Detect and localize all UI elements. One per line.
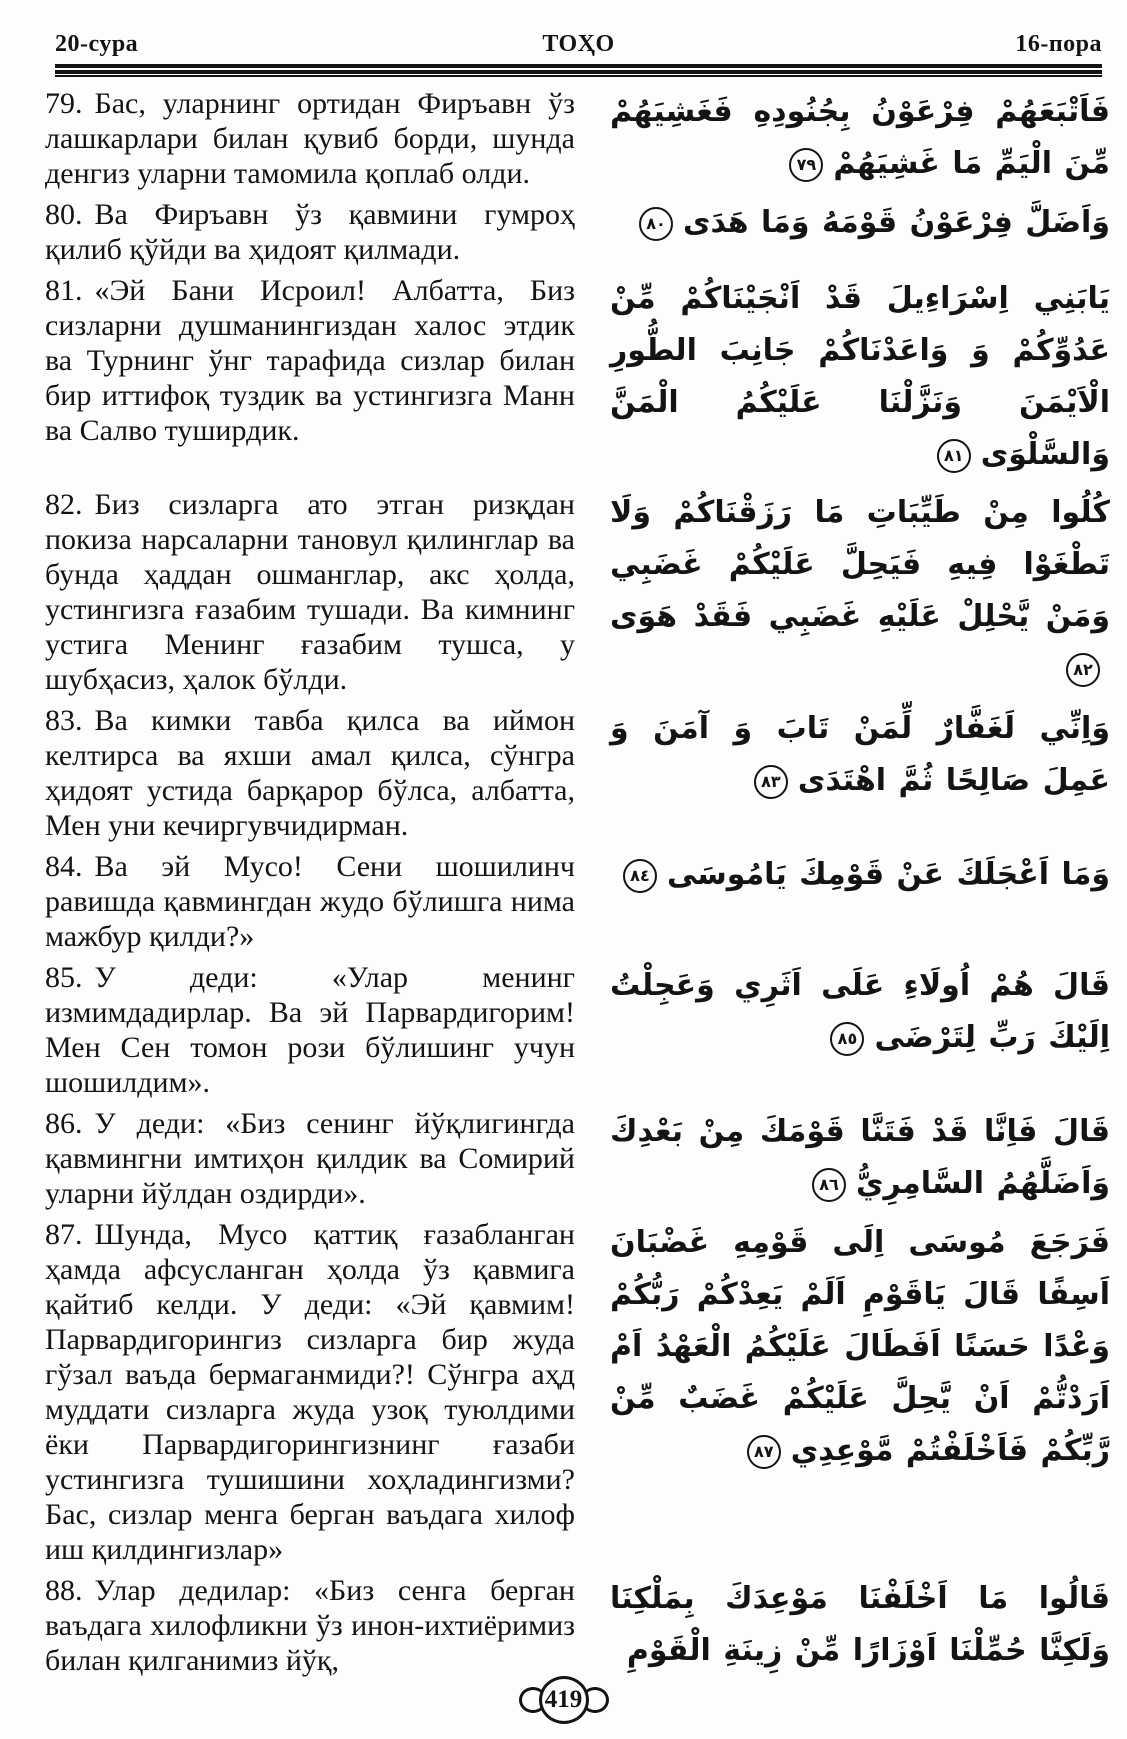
verse-number: 86.	[45, 1107, 83, 1140]
uzbek-verse-paragraph	[45, 197, 575, 267]
uzbek-verse-paragraph	[45, 960, 575, 1100]
verse-number: 84.	[45, 850, 83, 883]
arabic-verse-text: قَالَ هُمْ اُولَاءِ عَلَى اَثَرِي وَعَجِلْتُ اِلَيْكَ رَبِّ لِتَرْضَى	[610, 968, 1110, 1055]
arabic-verse-text: وَمَا اَعْجَلَكَ عَنْ قَوْمِكَ يَامُوسَى	[666, 857, 1110, 892]
verse-row	[45, 960, 1110, 1100]
verse-end-marker: ٨٦	[812, 1168, 846, 1202]
arabic-verse-paragraph	[610, 960, 1110, 1064]
verse-number: 85.	[45, 961, 83, 994]
header-divider	[55, 64, 1102, 77]
verse-number: 88.	[45, 1574, 83, 1607]
header-sura-title: ТОҲО	[542, 31, 615, 57]
arabic-verse-text: قَالُوا مَا اَخْلَفْنَا مَوْعِدَكَ بِمَلْكِنَا وَلَكِنَّا حُمِّلْنَا اَوْزَارًا مِّنْ زِينَةِ الْقَوْمِ	[610, 1581, 1110, 1668]
verse-number: 83.	[45, 704, 83, 737]
arabic-verse-text: كُلُوا مِنْ طَيِّبَاتِ مَا رَزَقْنَاكُمْ وَلَا تَطْغَوْا فِيهِ فَيَحِلَّ عَلَيْكُمْ غَضَبِي وَمَنْ يَّحْلِلْ عَلَيْهِ غَضَبِي فَقَدْ هَوَى	[610, 495, 1110, 634]
header-para-number: 16-пора	[1015, 31, 1102, 57]
verse-row	[45, 86, 1110, 191]
verse-end-marker: ٨٥	[830, 1022, 864, 1056]
uzbek-verse-text: Улар дедилар: «Биз сенга берган ваъдага хилофликни ўз инон-ихтиёримиз билан қилганимиз йўқ,	[45, 1574, 575, 1677]
uzbek-verse-paragraph	[45, 703, 575, 843]
verse-end-marker: ٨٤	[623, 859, 657, 893]
verse-end-marker: ٨٢	[1066, 653, 1100, 687]
arabic-verse-text: فَرَجَعَ مُوسَى اِلَى قَوْمِهِ غَضْبَانَ اَسِفًا قَالَ يَاقَوْمِ اَلَمْ يَعِدْكُمْ رَبُّكُمْ وَعْدًا حَسَنًا اَفَطَالَ عَلَيْكُمُ الْعَهْدُ اَمْ اَرَدْتُّمْ اَنْ يَّحِلَّ عَلَيْكُمْ غَضَبٌ مِّنْ رَّبِّكُمْ فَاَخْلَفْتُمْ مَّوْعِدِي	[610, 1225, 1110, 1468]
arabic-verse-paragraph	[610, 703, 1110, 807]
verse-row	[45, 1217, 1110, 1567]
page-number: 419	[539, 1676, 589, 1724]
verse-end-marker: ٨٣	[754, 765, 788, 799]
uzbek-verse-text: У деди: «Биз сенинг йўқлигингда қавмингни имтиҳон қилдик ва Сомирий уларни йўлдан оздирди».	[45, 1107, 575, 1210]
arabic-verse-paragraph	[610, 1217, 1110, 1477]
arabic-verse-paragraph	[610, 273, 1110, 481]
uzbek-verse-text: Ва Фиръавн ўз қавмини гумроҳ қилиб қўйди ва ҳидоят қилмади.	[45, 198, 575, 266]
uzbek-verse-text: Бас, уларнинг ортидан Фиръавн ўз лашкарлари билан қувиб борди, шунда денгиз уларни тамомила қоплаб олди.	[45, 87, 575, 190]
uzbek-verse-paragraph	[45, 1217, 575, 1567]
verses-container	[45, 86, 1110, 1684]
page-number-badge	[519, 1676, 609, 1724]
header-sura-number: 20-сура	[55, 31, 139, 57]
verse-row	[45, 1573, 1110, 1678]
arabic-verse-text: فَاَتْبَعَهُمْ فِرْعَوْنُ بِجُنُودِهِ فَغَشِيَهُمْ مِّنَ الْيَمِّ مَا غَشِيَهُمْ	[610, 94, 1110, 181]
verse-number: 81.	[45, 274, 83, 307]
verse-row	[45, 273, 1110, 481]
verse-row	[45, 1106, 1110, 1211]
uzbek-verse-text: Ва кимки тавба қилса ва иймон келтирса ва яхши амал қилса, сўнгра ҳидоят устида барқарор бўлса, албатта, Мен уни кечиргувчидирман.	[45, 704, 575, 842]
arabic-verse-paragraph	[610, 487, 1110, 695]
uzbek-verse-text: У деди: «Улар менинг измимдадирлар. Ва эй Парвардигорим! Мен Сен томон рози бўлишинг учун шошилдим».	[45, 961, 575, 1099]
verse-number: 79.	[45, 87, 83, 120]
verse-number: 80.	[45, 198, 83, 231]
arabic-verse-paragraph	[610, 197, 1110, 249]
verse-row	[45, 487, 1110, 697]
arabic-verse-paragraph	[610, 849, 1110, 901]
uzbek-verse-text: Ва эй Мусо! Сени шошилинч равишда қавмингдан жудо бўлишга нима мажбур қилди?»	[45, 850, 575, 953]
verse-row	[45, 849, 1110, 954]
uzbek-verse-paragraph	[45, 1106, 575, 1211]
uzbek-verse-paragraph	[45, 273, 575, 448]
verse-row	[45, 703, 1110, 843]
verse-row	[45, 197, 1110, 267]
arabic-verse-text: قَالَ فَاِنَّا قَدْ فَتَنَّا قَوْمَكَ مِنْ بَعْدِكَ وَاَضَلَّهُمُ السَّامِرِيُّ	[610, 1114, 1110, 1201]
verse-end-marker: ٨١	[937, 439, 971, 473]
uzbek-verse-paragraph	[45, 1573, 575, 1678]
arabic-verse-text: وَاِنِّي لَغَفَّارٌ لِّمَنْ تَابَ وَ آمَنَ وَ عَمِلَ صَالِحًا ثُمَّ اهْتَدَى	[610, 711, 1110, 798]
uzbek-verse-paragraph	[45, 487, 575, 697]
arabic-verse-paragraph	[610, 1573, 1110, 1677]
verse-number: 87.	[45, 1218, 83, 1251]
uzbek-verse-paragraph	[45, 86, 575, 191]
arabic-verse-paragraph	[610, 86, 1110, 190]
uzbek-verse-text: «Эй Бани Исроил! Албатта, Биз сизларни душманингиздан халос этдик ва Турнинг ўнг тарафида сизлар билан бир иттифоқ туздик ва устингизга Манн ва Салво туширдик.	[45, 274, 575, 447]
arabic-verse-paragraph	[610, 1106, 1110, 1210]
uzbek-verse-text: Шунда, Мусо қаттиқ ғазабланган ҳамда афсусланган ҳолда ўз қавмига қайтиб келди. У деди: «Эй қавмим! Парвардигорингиз сизларга бир жуда гўзал ваъда бермаганмиди?! Сўнгра аҳд муддати сизларга жуда узоқ туюлдими ёки Парвардигорингизнинг ғазаби устингизга тушишини хоҳладингизми? Бас, сизлар менга берган ваъдага хилоф иш қилдингизлар»	[45, 1218, 575, 1566]
verse-end-marker: ٨٠	[639, 207, 673, 241]
arabic-verse-text: يَابَنِي اِسْرَاءِيلَ قَدْ اَنْجَيْنَاكُمْ مِّنْ عَدُوِّكُمْ وَ وَاعَدْنَاكُمْ جَانِبَ الطُّورِ الْاَيْمَنَ وَنَزَّلْنَا عَلَيْكُمُ الْمَنَّ وَالسَّلْوَى	[610, 281, 1110, 472]
arabic-verse-text: وَاَضَلَّ فِرْعَوْنُ قَوْمَهُ وَمَا هَدَى	[682, 205, 1110, 240]
verse-number: 82.	[45, 488, 83, 521]
uzbek-verse-paragraph	[45, 849, 575, 954]
verse-end-marker: ٨٧	[747, 1435, 781, 1469]
verse-end-marker: ٧٩	[789, 148, 823, 182]
page-header	[55, 30, 1102, 58]
uzbek-verse-text: Биз сизларга ато этган ризқдан покиза нарсаларни тановул қилинглар ва бунда ҳаддан ошманглар, акс ҳолда, устингизга ғазабим тушади. Ва кимнинг устига Менинг ғазабим тушса, у шубҳасиз, ҳалок бўлди.	[45, 488, 575, 696]
